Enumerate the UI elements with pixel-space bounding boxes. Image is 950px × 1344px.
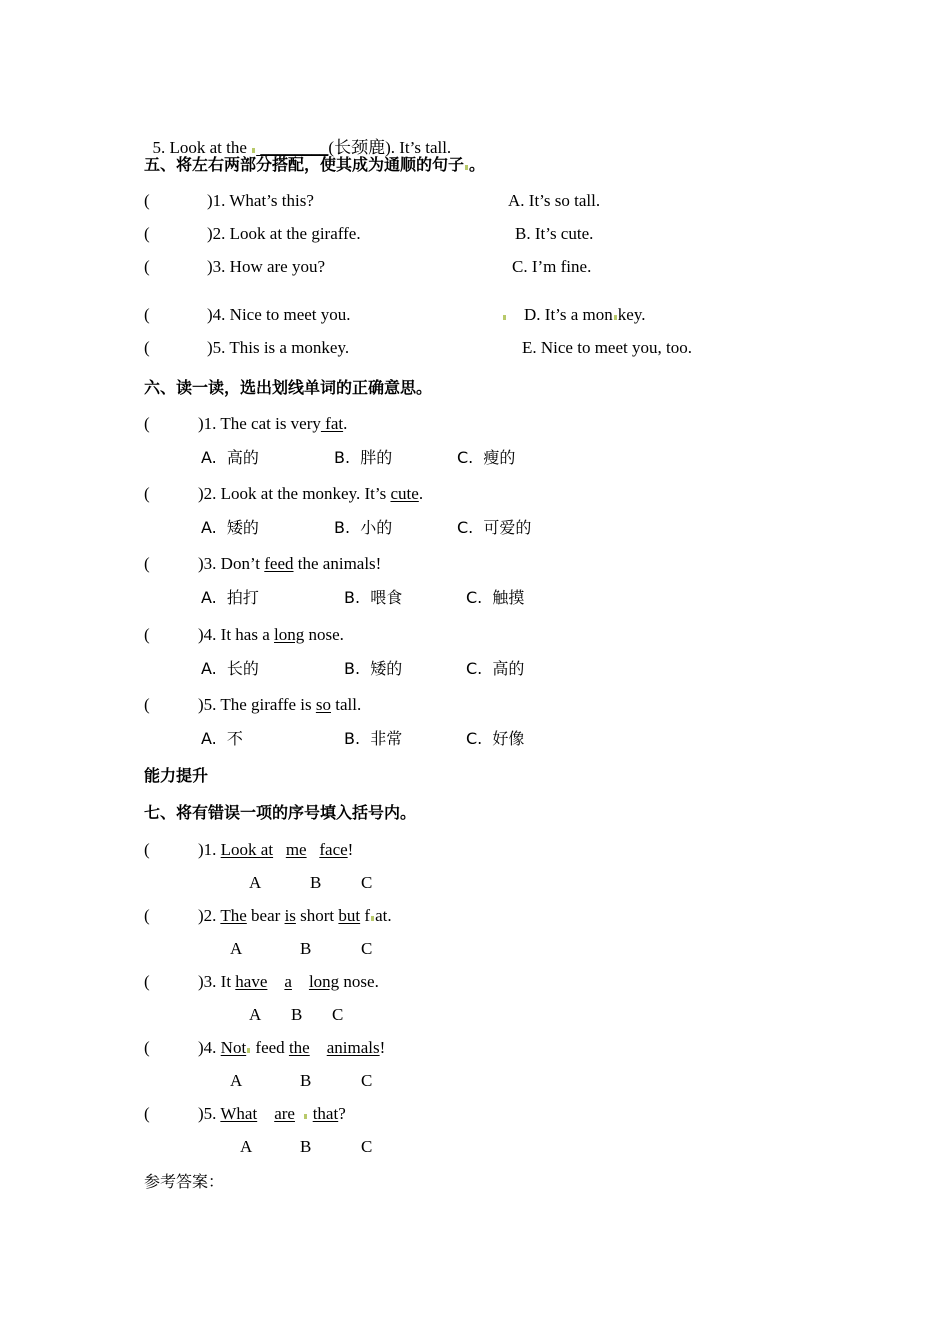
label-a: A (230, 1071, 243, 1090)
option-a: A. 长的 (201, 659, 259, 678)
answer-paren[interactable]: ( (144, 305, 150, 324)
question-1: )1. The cat is very fat. (198, 414, 348, 433)
label-b: B (310, 873, 322, 892)
label-b: B (300, 1071, 312, 1090)
answer-paren[interactable]: ( (144, 484, 150, 503)
mark-dot (252, 148, 255, 153)
question-4: )4. It has a long nose. (198, 625, 344, 644)
label-a: A (249, 1005, 262, 1024)
answer-paren[interactable]: ( (144, 414, 150, 433)
option-c: C. 好像 (466, 729, 525, 748)
match-right-b: B. It’s cute. (515, 224, 594, 243)
error-sentence-3: )3. It have a long nose. (198, 972, 379, 991)
option-c: C. 高的 (466, 659, 525, 678)
answer-paren[interactable]: ( (144, 224, 150, 243)
label-c: C (361, 939, 373, 958)
match-left-3: )3. How are you? (207, 257, 326, 276)
answer-paren[interactable]: ( (144, 554, 150, 573)
mark-dot (371, 916, 374, 921)
option-b: B. 小的 (334, 518, 393, 537)
label-c: C (361, 1137, 373, 1156)
match-right-a: A. It’s so tall. (508, 191, 601, 210)
section6-heading: 六、读一读，选出划线单词的正确意思。 (144, 378, 433, 397)
answer-paren[interactable]: ( (144, 625, 150, 644)
answer-paren[interactable]: ( (144, 338, 150, 357)
mark-dot (503, 315, 506, 320)
mark-dot (304, 1114, 307, 1119)
answers-label: 参考答案： (144, 1172, 225, 1191)
label-c: C (361, 873, 373, 892)
match-right-c: C. I’m fine. (512, 257, 592, 276)
option-b: B. 非常 (344, 729, 403, 748)
option-c: C. 触摸 (466, 588, 525, 607)
label-c: C (332, 1005, 344, 1024)
section5-heading: 五、将左右两部分搭配，使其成为通顺的句子 。 (144, 155, 486, 174)
match-right-d: D. It’s a mon key. (502, 305, 645, 325)
question-5: )5. The giraffe is so tall. (198, 695, 362, 714)
option-a: A. 不 (201, 729, 243, 748)
mark-dot (247, 1048, 250, 1053)
mark-dot (614, 315, 617, 320)
fill-blank[interactable]: ________ (251, 138, 328, 157)
fill-question-5 (144, 118, 451, 158)
answer-paren[interactable]: ( (144, 695, 150, 714)
answer-paren[interactable]: ( (144, 1038, 150, 1057)
option-a: A. 矮的 (201, 518, 259, 537)
label-a: A (230, 939, 243, 958)
error-sentence-2: )2. The bear is short but f at. (198, 906, 392, 925)
option-a: A. 拍打 (201, 588, 259, 607)
option-a: A. 高的 (201, 448, 259, 467)
answer-paren[interactable]: ( (144, 840, 150, 859)
error-sentence-4: )4. Not feed the animals! (198, 1038, 386, 1057)
match-left-5: )5. This is a monkey. (207, 338, 350, 357)
option-b: B. 喂食 (344, 588, 403, 607)
answer-paren[interactable]: ( (144, 972, 150, 991)
section7-heading: 七、将有错误一项的序号填入括号内。 (144, 803, 417, 822)
option-b: B. 胖的 (334, 448, 393, 467)
option-c: C. 瘦的 (457, 448, 516, 467)
fill-suffix: (长颈鹿). It’s tall. (328, 138, 452, 157)
match-left-1: )1. What’s this? (207, 191, 314, 210)
option-b: B. 矮的 (344, 659, 403, 678)
answer-paren[interactable]: ( (144, 906, 150, 925)
label-a: A (240, 1137, 253, 1156)
question-2: )2. Look at the monkey. It’s cute. (198, 484, 424, 503)
match-left-4: )4. Nice to meet you. (207, 305, 351, 324)
error-sentence-5: )5. What are that? (198, 1104, 346, 1123)
match-left-2: )2. Look at the giraffe. (207, 224, 361, 243)
label-a: A (249, 873, 262, 892)
label-b: B (300, 939, 312, 958)
match-right-e: E. Nice to meet you, too. (522, 338, 692, 357)
question-3: )3. Don’t feed the animals! (198, 554, 382, 573)
answer-paren[interactable]: ( (144, 1104, 150, 1123)
label-c: C (361, 1071, 373, 1090)
ability-heading: 能力提升 (144, 766, 209, 785)
answer-paren[interactable]: ( (144, 191, 150, 210)
mark-dot (465, 165, 468, 170)
label-b: B (300, 1137, 312, 1156)
option-c: C. 可爱的 (457, 518, 532, 537)
error-sentence-1: )1. Look at me face! (198, 840, 354, 859)
label-b: B (291, 1005, 303, 1024)
answer-paren[interactable]: ( (144, 257, 150, 276)
fill-prefix: 5. Look at the (152, 138, 252, 157)
